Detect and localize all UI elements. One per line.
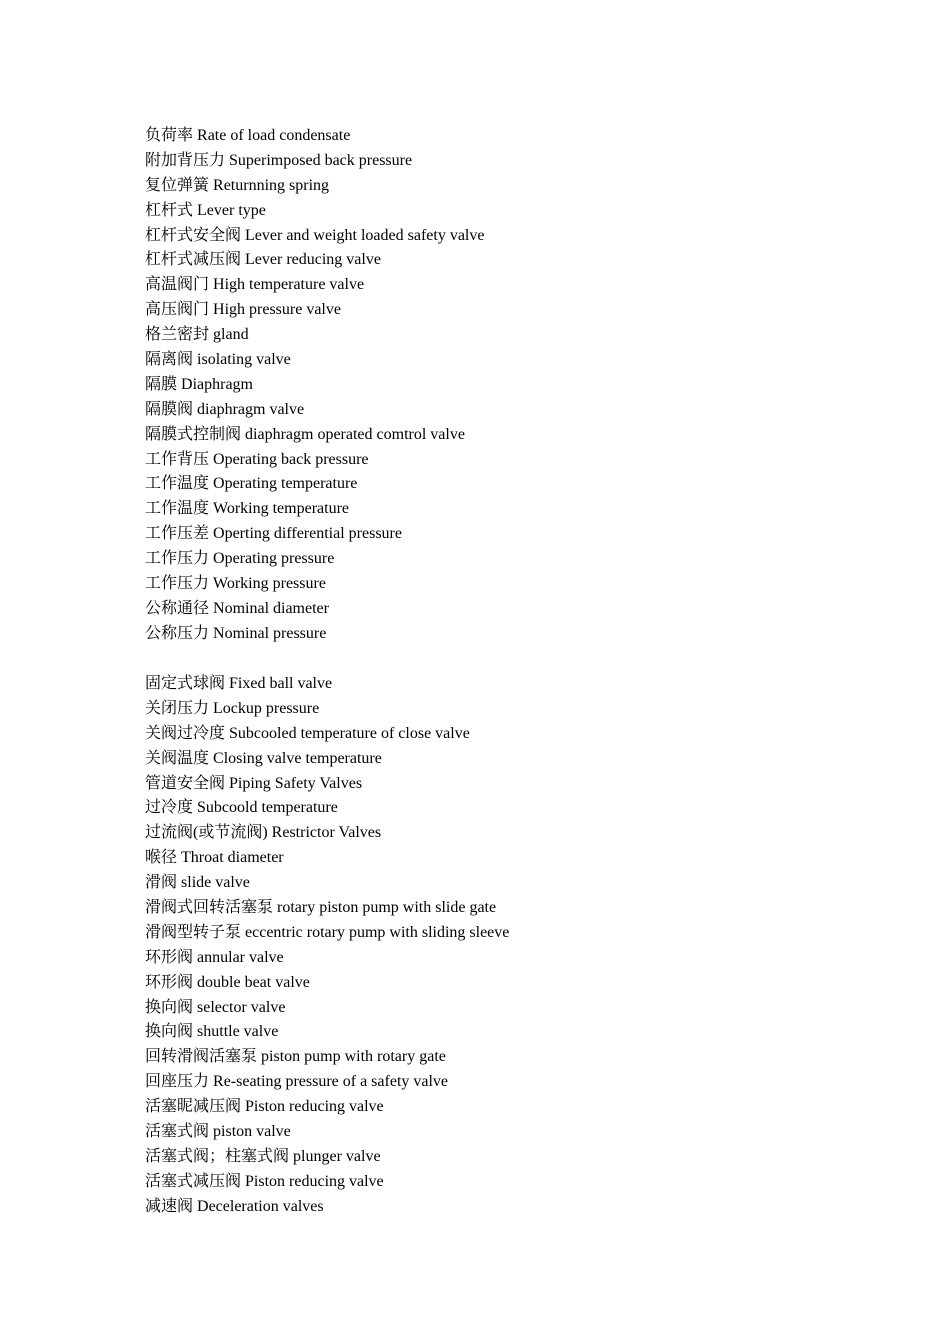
glossary-entry xyxy=(145,547,484,572)
entry-chinese-term: 杠杆式 xyxy=(145,201,194,219)
entry-chinese-term: 工作温度 xyxy=(145,475,210,493)
glossary-entry xyxy=(145,821,509,846)
glossary-entry xyxy=(145,921,509,946)
glossary-entry xyxy=(145,174,484,199)
glossary-entry xyxy=(145,996,509,1021)
entry-chinese-term: 关阀过冷度 xyxy=(145,724,226,742)
entry-english-term: Operating temperature xyxy=(213,475,358,493)
entry-chinese-term: 隔膜阀 xyxy=(145,400,194,418)
glossary-entry xyxy=(145,472,484,497)
glossary-entry xyxy=(145,971,509,996)
entry-english-term: Lockup pressure xyxy=(213,699,320,717)
entry-chinese-term: 减速阀 xyxy=(145,1197,194,1215)
entry-chinese-term: 换向阀 xyxy=(145,1023,194,1041)
entry-english-term: Working temperature xyxy=(213,500,350,518)
entry-english-term: Re-seating pressure of a safety valve xyxy=(213,1073,449,1091)
glossary-entry xyxy=(145,846,509,871)
entry-chinese-term: 工作背压 xyxy=(145,450,210,468)
glossary-entry xyxy=(145,597,484,622)
entry-english-term: Operating pressure xyxy=(213,550,335,568)
entry-chinese-term: 固定式球阀 xyxy=(145,675,226,692)
glossary-entry xyxy=(145,149,484,174)
entry-english-term: Rate of load condensate xyxy=(197,127,351,144)
entry-english-term: rotary piston pump with slide gate xyxy=(277,899,497,917)
entry-english-term: Lever reducing valve xyxy=(245,251,381,269)
glossary-entry xyxy=(145,1170,509,1195)
entry-english-term: Operting differential pressure xyxy=(213,525,402,543)
glossary-entry xyxy=(145,373,484,398)
entry-chinese-term: 公称压力 xyxy=(145,624,210,642)
entry-chinese-term: 工作压力 xyxy=(145,550,210,568)
entry-chinese-term: 活塞式阀 xyxy=(145,1123,210,1141)
entry-english-term: selector valve xyxy=(197,998,286,1016)
entry-english-term: High pressure valve xyxy=(213,301,341,319)
entry-chinese-term: 滑阀式回转活塞泵 xyxy=(145,899,274,917)
glossary-entry xyxy=(145,796,509,821)
entry-english-term: Returnning spring xyxy=(213,176,330,194)
entry-chinese-term: 工作压力 xyxy=(145,575,210,593)
entry-english-term: slide valve xyxy=(181,874,250,892)
entry-english-term: Piston reducing valve xyxy=(245,1172,384,1190)
entry-english-term: Subcooled temperature of close valve xyxy=(229,724,470,742)
entry-chinese-term: 活塞式阀；柱塞式阀 xyxy=(145,1147,290,1165)
entry-chinese-term: 回座压力 xyxy=(145,1073,210,1091)
entry-english-term: High temperature valve xyxy=(213,276,365,294)
glossary-entry xyxy=(145,772,509,797)
glossary-entry xyxy=(145,398,484,423)
glossary-entry xyxy=(145,946,509,971)
glossary-entry xyxy=(145,497,484,522)
entry-chinese-term: 回转滑阀活塞泵 xyxy=(145,1048,258,1066)
entry-english-term: isolating valve xyxy=(197,351,291,369)
entry-english-term: Lever type xyxy=(197,201,266,219)
entry-chinese-term: 过流阀(或节流阀) xyxy=(145,824,268,842)
glossary-entry xyxy=(145,722,509,747)
glossary-entry xyxy=(145,1195,509,1220)
entry-chinese-term: 复位弹簧 xyxy=(145,176,210,194)
glossary-entry xyxy=(145,448,484,473)
entry-chinese-term: 工作温度 xyxy=(145,500,210,518)
entry-chinese-term: 格兰密封 xyxy=(145,326,210,344)
glossary-entry xyxy=(145,1095,509,1120)
glossary-entry xyxy=(145,348,484,373)
glossary-entry xyxy=(145,572,484,597)
glossary-entry xyxy=(145,1120,509,1145)
entry-english-term: eccentric rotary pump with sliding sleeve xyxy=(245,923,510,941)
entry-chinese-term: 隔离阀 xyxy=(145,351,194,369)
entry-chinese-term: 滑阀型转子泵 xyxy=(145,923,242,941)
entry-chinese-term: 管道安全阀 xyxy=(145,774,226,792)
entry-english-term: Operating back pressure xyxy=(213,450,369,468)
entry-english-term: Nominal pressure xyxy=(213,624,327,642)
entry-chinese-term: 高温阀门 xyxy=(145,276,210,294)
entry-chinese-term: 换向阀 xyxy=(145,998,194,1016)
glossary-entry xyxy=(145,672,509,697)
glossary-entry xyxy=(145,323,484,348)
glossary-entry xyxy=(145,1145,509,1170)
glossary-entry xyxy=(145,622,484,647)
glossary-entry xyxy=(145,124,484,149)
entry-english-term: Piston reducing valve xyxy=(245,1098,384,1116)
entry-english-term: diaphragm operated comtrol valve xyxy=(245,425,465,443)
entry-english-term: Closing valve temperature xyxy=(213,749,382,767)
glossary-entry xyxy=(145,273,484,298)
glossary-entry xyxy=(145,1020,509,1045)
glossary-entry xyxy=(145,224,484,249)
entry-english-term: Superimposed back pressure xyxy=(229,151,413,169)
glossary-entry xyxy=(145,423,484,448)
entry-english-term: Diaphragm xyxy=(181,375,253,393)
entry-chinese-term: 隔膜式控制阀 xyxy=(145,425,242,443)
entry-chinese-term: 杠杆式减压阀 xyxy=(145,251,242,269)
entry-chinese-term: 高压阀门 xyxy=(145,301,210,319)
entry-english-term: Throat diameter xyxy=(181,849,284,867)
entry-english-term: Deceleration valves xyxy=(197,1197,324,1215)
entry-chinese-term: 活塞式减压阀 xyxy=(145,1172,242,1190)
entry-chinese-term: 隔膜 xyxy=(145,375,178,393)
entry-chinese-term: 关闭压力 xyxy=(145,699,210,717)
glossary-group-1 xyxy=(145,124,484,647)
entry-english-term: Fixed ball valve xyxy=(229,675,333,692)
entry-chinese-term: 公称通径 xyxy=(145,599,210,617)
glossary-entry xyxy=(145,522,484,547)
entry-chinese-term: 环形阀 xyxy=(145,973,194,991)
entry-chinese-term: 滑阀 xyxy=(145,874,178,892)
glossary-entry xyxy=(145,747,509,772)
entry-chinese-term: 活塞昵减压阀 xyxy=(145,1098,242,1116)
glossary-entry xyxy=(145,1045,509,1070)
glossary-group-2 xyxy=(145,672,509,1220)
entry-chinese-term: 关阀温度 xyxy=(145,749,210,767)
entry-english-term: diaphragm valve xyxy=(197,400,305,418)
entry-english-term: double beat valve xyxy=(197,973,310,991)
entry-english-term: piston valve xyxy=(213,1123,291,1141)
glossary-entry xyxy=(145,298,484,323)
entry-chinese-term: 负荷率 xyxy=(145,127,194,144)
entry-english-term: plunger valve xyxy=(293,1147,381,1165)
entry-english-term: Nominal diameter xyxy=(213,599,329,617)
entry-english-term: gland xyxy=(213,326,249,344)
glossary-entry xyxy=(145,248,484,273)
glossary-entry xyxy=(145,871,509,896)
entry-chinese-term: 杠杆式安全阀 xyxy=(145,226,242,244)
entry-english-term: Working pressure xyxy=(213,575,326,593)
entry-english-term: piston pump with rotary gate xyxy=(261,1048,446,1066)
glossary-entry xyxy=(145,1070,509,1095)
entry-english-term: Lever and weight loaded safety valve xyxy=(245,226,485,244)
entry-english-term: annular valve xyxy=(197,948,284,966)
glossary-entry xyxy=(145,697,509,722)
entry-english-term: Subcoold temperature xyxy=(197,799,338,817)
glossary-entry xyxy=(145,896,509,921)
entry-english-term: shuttle valve xyxy=(197,1023,279,1041)
glossary-entry xyxy=(145,199,484,224)
entry-chinese-term: 附加背压力 xyxy=(145,151,226,169)
entry-chinese-term: 环形阀 xyxy=(145,948,194,966)
entry-english-term: Piping Safety Valves xyxy=(229,774,363,792)
entry-chinese-term: 工作压差 xyxy=(145,525,210,543)
entry-chinese-term: 过冷度 xyxy=(145,799,194,817)
entry-chinese-term: 喉径 xyxy=(145,849,178,867)
entry-english-term: Restrictor Valves xyxy=(271,824,382,842)
